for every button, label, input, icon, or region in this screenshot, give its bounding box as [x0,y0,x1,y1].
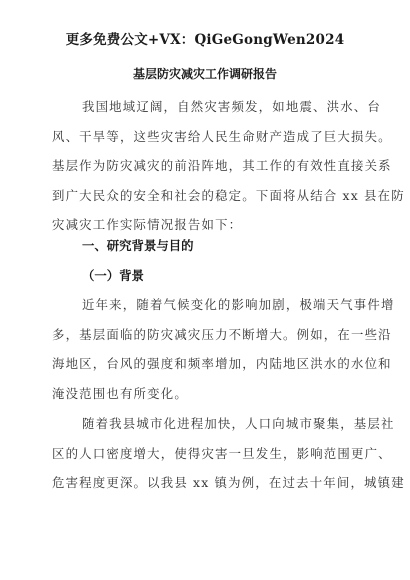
paragraph-line: 区的人口密度增大，使得灾害一旦发生，影响范围更广、 [52,445,392,461]
subsection-heading: （一）背景 [82,268,144,283]
paragraph-line: 我国地域辽阔，自然灾害频发，如地震、洪水、台 [82,99,381,114]
paragraph-line: 海地区，台风的强度和频率增加，内陆地区洪水的水位和 [52,356,392,371]
background-paragraph [52,290,395,408]
paragraph-line: 到广大民众的安全和社会的稳定。下面将从结合 xx 县在防 [52,187,405,203]
promo-header: 更多免费公文+VX：QiGeGongWen2024 [65,32,345,48]
intro-paragraph [52,92,405,240]
paragraph-line: 随着我县城市化进程加快，人口向城市聚集，基层社 [82,416,395,431]
paragraph-line: 灾减灾工作实际情况报告如下： [52,217,243,232]
paragraph-line: 近年来，随着气候变化的影响加剧，极端天气事件增 [82,297,395,312]
paragraph-line: 风、干旱等，这些灾害给人民生命财产造成了巨大损失。 [52,128,392,144]
report-title: 基层防灾减灾工作调研报告 [132,67,277,81]
section-heading: 一、研究背景与目的 [82,238,194,253]
paragraph-line: 基层作为防灾减灾的前沿阵地，其工作的有效性直接关系 [52,158,392,173]
paragraph-line: 危害程度更深。以我县 xx 镇为例，在过去十年间，城镇建 [52,475,405,490]
paragraph-line: 多，基层面临的防灾减灾压力不断增大。例如，在一些沿 [52,326,392,342]
paragraph-line: 淹没范围也有所变化。 [52,385,188,401]
urbanization-paragraph [52,409,405,498]
